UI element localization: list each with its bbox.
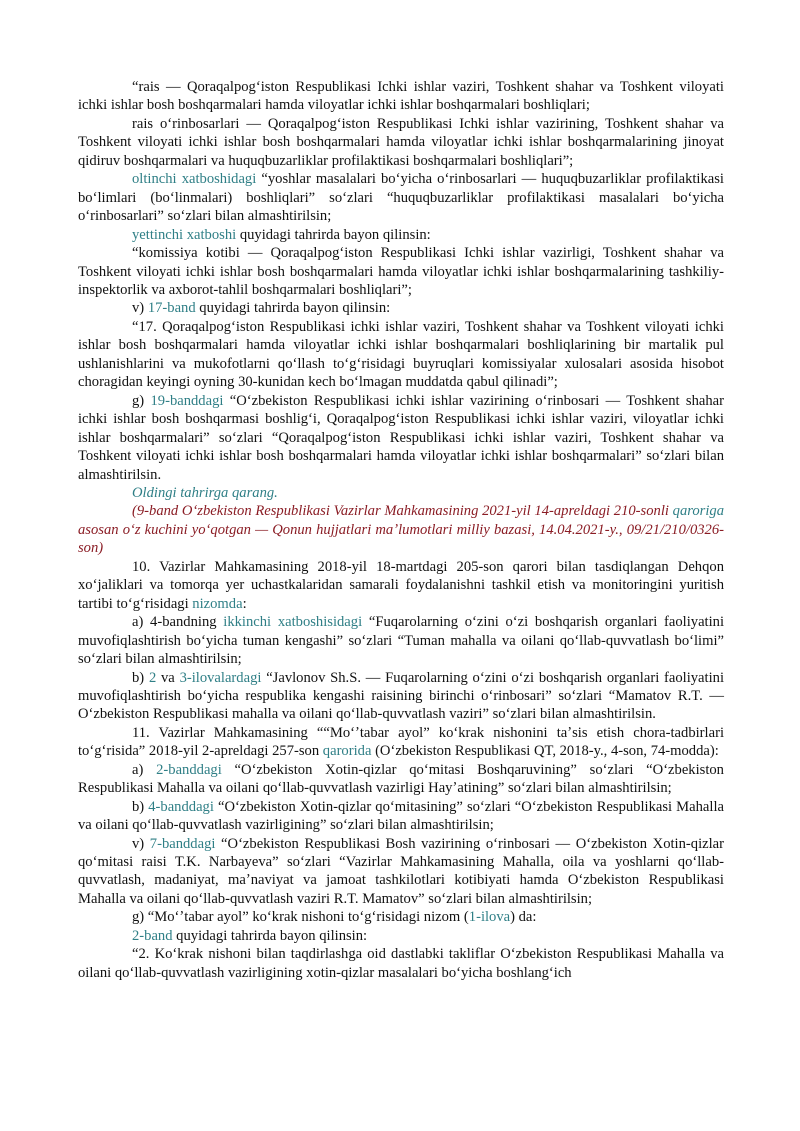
document-link[interactable]: qaroriga [672, 503, 724, 520]
document-link[interactable]: yettinchi xatboshi [132, 226, 237, 243]
paragraph [78, 244, 724, 299]
paragraph [78, 226, 724, 244]
paragraph [78, 170, 724, 225]
document-link[interactable]: 2-band [132, 927, 173, 944]
paragraph [78, 724, 724, 761]
text-segment: ) da: [510, 909, 537, 926]
paragraph [78, 613, 724, 668]
document-link[interactable]: 3-ilovalardagi [179, 669, 262, 686]
text-segment: quyidagi tahrirda bayon qilinsin: [236, 226, 431, 243]
paragraph [78, 927, 724, 945]
text-segment: “Oʻzbekiston Xotin-qizlar qoʻmitasining” soʻzlari “Oʻzbekiston Respublikasi Mahalla va oilani qoʻllab-quvvatlash vazirligining” soʻzlari bilan almashtirilsin; [78, 798, 724, 834]
text-segment: “Javlonov Sh.S. — Fuqarolarning oʻzini oʻzi boshqarish organlari faoliyatini muvofiqlashtirish boʻyicha respublika kengashi raisining birinchi oʻrinbosari” soʻzlari “Mamatov R.T. — Oʻzbekiston Respublikasi mahalla va oilani qoʻllab-quvvatlash vaziri” soʻzlari bilan almashtirilsin. [78, 669, 724, 723]
text-segment: “17. Qoraqalpogʻiston Respublikasi ichki ishlar vaziri, Toshkent shahar va Toshkent viloyati ichki ishlar bosh boshqarmalari hamda viloyatlar ichki ishlar boshqarmalari boshliqlarining bir martalik pul ushlanishlarini va mukofotlarni qoʻllash toʻgʻrisidagi buyruqlari komissiyalar xulosalari asosida hisobot choragidan keyingi oyning 30-kunidan kech boʻlmagan muddatda qabul qilinadi”; [78, 318, 724, 391]
text-segment: quyidagi tahrirda bayon qilinsin: [195, 300, 391, 317]
paragraph [78, 78, 724, 115]
text-segment: “rais — Qoraqalpogʻiston Respublikasi Ichki ishlar vaziri, Toshkent shahar va Toshkent viloyati ichki ishlar bosh boshqarmalari hamda viloyatlar ichki ishlar boshqarmalari boshliqlari; [78, 79, 724, 114]
paragraph [78, 392, 724, 484]
paragraph [78, 798, 724, 835]
text-segment: g) [132, 392, 151, 409]
document-link[interactable]: Oldingi tahrirga qarang. [132, 484, 278, 501]
document-link[interactable]: 2 [148, 669, 157, 686]
text-segment: rais oʻrinbosarlari — Qoraqalpogʻiston Respublikasi Ichki ishlar vazirining, Toshkent shahar va Toshkent viloyati ichki ishlar bosh boshqarmalari hamda viloyatlar ichki ishlar boshqarmalarining jinoyat qidiruv boshqarmalari va huquqbuzarliklar profilaktikasi boshqarmalari boshliqlari”; [78, 115, 724, 169]
text-segment: “yoshlar masalalari boʻyicha oʻrinbosarlari — huquqbuzarliklar profilaktikasi boʻlimlari (boʻlinmalari) boshliqlari” soʻzlari “huquqbuzarliklar profilaktikasi masalalari boʻyicha oʻrinbosarlari” soʻzlari bilan almashtirilsin; [78, 171, 724, 225]
document-link[interactable]: oltinchi xatboshidagi [132, 171, 257, 188]
paragraph [78, 908, 724, 926]
text-segment: quyidagi tahrirda bayon qilinsin: [172, 927, 368, 944]
document-link[interactable]: qarorida [322, 743, 372, 760]
document-link[interactable]: 2-banddagi [156, 761, 222, 778]
text-segment: “Fuqarolarning oʻzini oʻzi boshqarish organlari faoliyatini muvofiqlashtirish boʻyicha tuman kengashi” soʻzlari “Tuman mahalla va oilani qoʻllab-quvvatlash boʻlimi” soʻzlari bilan almashtirilsin; [78, 614, 725, 668]
paragraph [78, 669, 724, 724]
text-segment: (9-band Oʻzbekiston Respublikasi Vazirlar Mahkamasining 2021-yil 14-apreldagi 210-sonli [132, 503, 673, 520]
text-segment: (Oʻzbekiston Respublikasi QT, 2018-y., 4-son, 74-modda): [371, 743, 719, 760]
paragraph [78, 945, 724, 982]
paragraph [78, 115, 724, 170]
text-segment: : [242, 595, 247, 612]
text-segment: “komissiya kotibi — Qoraqalpogʻiston Respublikasi Ichki ishlar vazirligi, Toshkent shahar va Toshkent viloyati ichki ishlar bosh boshqarmalari hamda viloyatlar ichki ishlar boshqarmalarining tashkiliy-inspektorlik va axborot-tahlil boshqarmalari boshliqlari”; [78, 245, 724, 298]
text-segment: b) [132, 798, 149, 815]
document-link[interactable]: ikkinchi xatboshisidagi [223, 614, 363, 631]
text-segment: g) “Moʻʼtabar ayol” koʻkrak nishoni toʻgʻrisidagi nizom ( [132, 909, 469, 926]
paragraph [78, 299, 724, 317]
document-link[interactable]: nizomda [192, 595, 243, 612]
document-link[interactable]: 17-band [147, 300, 196, 317]
paragraph [78, 318, 724, 392]
document-link[interactable]: 4-banddagi [148, 798, 214, 815]
text-segment: a) 4-bandning [132, 614, 224, 631]
paragraph [78, 558, 724, 613]
text-segment: “2. Koʻkrak nishoni bilan taqdirlashga oid dastlabki takliflar Oʻzbekiston Respublikasi Mahalla va oilani qoʻllab-quvvatlash vazirligining xotin-qizlar masalalari boʻyicha boshlangʻich [78, 946, 724, 981]
text-segment: “Oʻzbekiston Respublikasi ichki ishlar vazirining oʻrinbosari — Toshkent shahar ichki ishlar bosh boshqarmasi boshligʻi, Qoraqalpogʻiston Respublikasi ichki ishlar vaziri, viloyatlar ichki ishlar boshqarmalari” soʻzlari “Qoraqalpogʻiston Respublikasi ichki ishlar vaziri, Toshkent shahar va Toshkent viloyati ichki ishlar bosh boshqarmalari hamda viloyatlar ichki ishlar boshqarmalari” soʻzlari bilan almashtirilsin. [78, 392, 724, 483]
paragraph [78, 835, 724, 909]
text-segment: v) [132, 835, 150, 852]
document-link[interactable]: 1-ilova [468, 909, 511, 926]
text-segment: “Oʻzbekiston Xotin-qizlar qoʻmitasi Boshqaruvining” soʻzlari “Oʻzbekiston Respublikasi Mahalla va oilani qoʻllab-quvvatlash vazirligi Hayʼatining” soʻzlari bilan almashtirilsin; [78, 761, 724, 797]
text-segment: asosan oʻz kuchini yoʻqotgan — Qonun hujjatlari maʼlumotlari milliy bazasi, 14.04.2021-y., 09/21/210/0326-son) [78, 521, 724, 557]
text-segment: “Oʻzbekiston Respublikasi Bosh vazirining oʻrinbosari — Oʻzbekiston Xotin-qizlar qoʻmitasi raisi T.K. Narbayeva” soʻzlari “Vazirlar Mahkamasining Mahalla, oila va yoshlarni qoʻllab-quvvatlash, madaniyat, maʼnaviyat va jamoat tashkilotlari kotibiyati hamda Oʻzbekiston Respublikasi Mahalla va oilani qoʻllab-quvvatlash vaziri R.T. Mamatov” soʻzlari bilan almashtirilsin; [78, 835, 724, 907]
editorial-note [78, 502, 724, 557]
editorial-note [78, 484, 724, 502]
text-segment: a) [132, 761, 157, 778]
document-link[interactable]: 19-banddagi [150, 392, 224, 409]
text-segment: b) [132, 669, 149, 686]
text-segment: v) [132, 300, 148, 317]
text-segment: 11. Vazirlar Mahkamasining ““Moʻʼtabar ayol” koʻkrak nishonini taʼsis etish chora-tadbirlari toʻgʻrisida” 2018-yil 2-apreldagi 257-son [78, 724, 724, 760]
document-link[interactable]: 7-banddagi [149, 835, 216, 852]
text-segment: va [156, 669, 180, 686]
text-segment: 10. Vazirlar Mahkamasining 2018-yil 18-martdagi 205-son qarori bilan tasdiqlangan Dehqon xoʻjaliklari va tomorqa yer uchastkalaridan samarali foydalanishni tashkil etish va monitoringini yuritish tartibi toʻgʻrisidagi [78, 558, 724, 612]
paragraph [78, 761, 724, 798]
